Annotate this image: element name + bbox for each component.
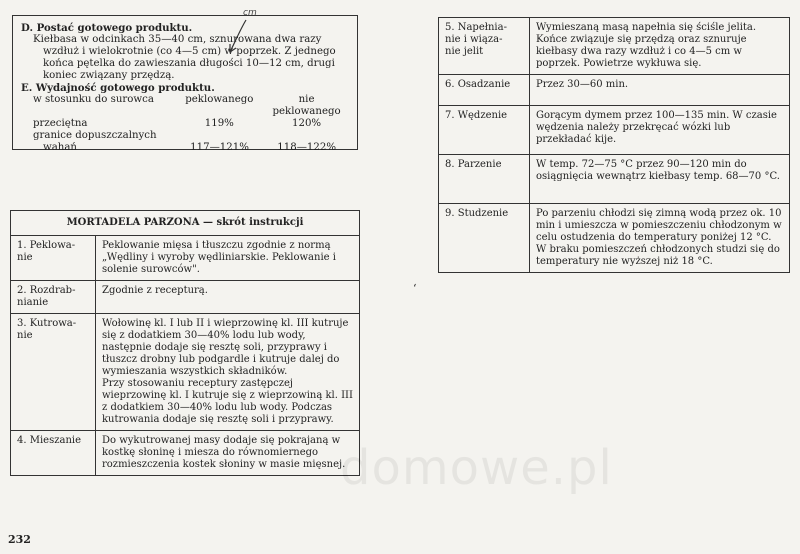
step-desc: Do wykutrowanej masy dodaje się pokrajaną w kostkę słoninę i miesza do równomiernego rozmieszczenia kostek słoniny w masie mięsnej. (96, 431, 360, 476)
step-name: 6. Osadzanie (439, 75, 530, 106)
section-d-line-4: koniec związany przędzą. (43, 70, 175, 81)
step-name: 1. Peklowa- nie (11, 236, 96, 281)
watermark: domowe.pl (340, 440, 613, 496)
step-name: 5. Napełnia- nie i wiąza- nie jelit (439, 18, 530, 75)
yield-avg-label: przeciętna (33, 118, 88, 129)
page-number: 232 (8, 533, 31, 546)
section-e-title: E. Wydajność gotowego produktu. (21, 82, 215, 94)
yield-limits-uncured: 118—122% (277, 142, 337, 153)
table-row (439, 155, 790, 204)
step-name: 9. Studzenie (439, 204, 530, 273)
table-row (439, 204, 790, 273)
step-desc: W temp. 72—75 °C przez 90—120 min do osiągnięcia wewnątrz kiełbasy temp. 68—70 °C. (530, 155, 790, 204)
section-d-line-3: końca pętelka do zawieszania długości 10—12 cm, drugi (43, 58, 335, 69)
mortadela-table (10, 210, 360, 476)
step-desc: Peklowanie mięsa i tłuszczu zgodnie z normą „Wędliny i wyroby wędliniarskie. Peklowanie i solenie surowców". (96, 236, 360, 281)
step-desc: Zgodnie z recepturą. (96, 281, 360, 314)
step-desc: Wołowinę kl. I lub II i wieprzowinę kl. III kutruje się z dodatkiem 30—40% lodu lub wody, następnie dodaje się resztę soli, przyprawy i tłuszcz drobny lub podgardle i kutruje dalej do wymieszania wszystkich składników. Przy stosowaniu receptury zastępczej wieprzowinę kl. I kutruje się z wieprzowiną kl. III z dodatkiem 30—40% lodu lub wody. Podczas kutrowania dodaje się resztę soli i przyprawy. (96, 314, 360, 431)
step-name: 3. Kutrowa- nie (11, 314, 96, 431)
handwritten-arrow-icon (222, 18, 252, 58)
table-row (439, 75, 790, 106)
handwritten-note: cm (243, 8, 257, 18)
yield-limits-row (21, 142, 349, 154)
yield-header-row (21, 94, 349, 118)
table-row (11, 281, 360, 314)
step-desc: Przez 30—60 min. (530, 75, 790, 106)
section-d-line-1: Kiełbasa w odcinkach 35—40 cm, sznurowana dwa razy (33, 34, 322, 45)
step-name: 8. Parzenie (439, 155, 530, 204)
yield-header-uncured: nie peklowanego (272, 94, 341, 117)
process-table (438, 17, 790, 273)
product-info-box (12, 15, 358, 153)
yield-avg-cured: 119% (204, 118, 234, 129)
mortadela-title: MORTADELA PARZONA — skrót instrukcji (11, 211, 360, 236)
table-row (11, 314, 360, 431)
yield-avg-uncured: 120% (291, 118, 322, 129)
step-name: 2. Rozdrab- nianie (11, 281, 96, 314)
yield-limits-label-1: granice dopuszczalnych (33, 130, 157, 141)
yield-header-base: w stosunku do surowca (33, 94, 154, 105)
yield-header-cured: peklowanego (185, 94, 254, 105)
table-row (11, 236, 360, 281)
step-name: 7. Wędzenie (439, 106, 530, 155)
step-desc: Wymieszaną masą napełnia się ściśle jelita. Końce związuje się przędzą oraz sznuruje kiełbasy dwa razy wzdłuż i co 4—5 cm w poprzek. Powietrze wykłuwa się. (530, 18, 790, 75)
table-row (11, 431, 360, 476)
yield-avg-row (21, 118, 349, 130)
step-desc: Gorącym dymem przez 100—135 min. W czasie wędzenia należy przekręcać wózki lub przekładać kije. (530, 106, 790, 155)
scan-mark: ‘ (413, 282, 417, 295)
section-d-line-2: wzdłuż i wielokrotnie (co 4—5 cm) w poprzek. Z jednego (43, 46, 336, 57)
yield-limits-label-2: wahań (43, 142, 77, 153)
table-row (439, 106, 790, 155)
step-name: 4. Mieszanie (11, 431, 96, 476)
section-d-title: D. Postać gotowego produktu. (21, 22, 193, 34)
step-desc: Po parzeniu chłodzi się zimną wodą przez ok. 10 min i umieszcza w pomieszczeniu chłodzonym w celu ostudzenia do temperatury poniżej 12 °C. W braku pomieszczeń chłodzonych studzi się do temperatury nie wyższej niż 18 °C. (530, 204, 790, 273)
yield-limits-cured: 117—121% (190, 142, 249, 153)
table-row (439, 18, 790, 75)
